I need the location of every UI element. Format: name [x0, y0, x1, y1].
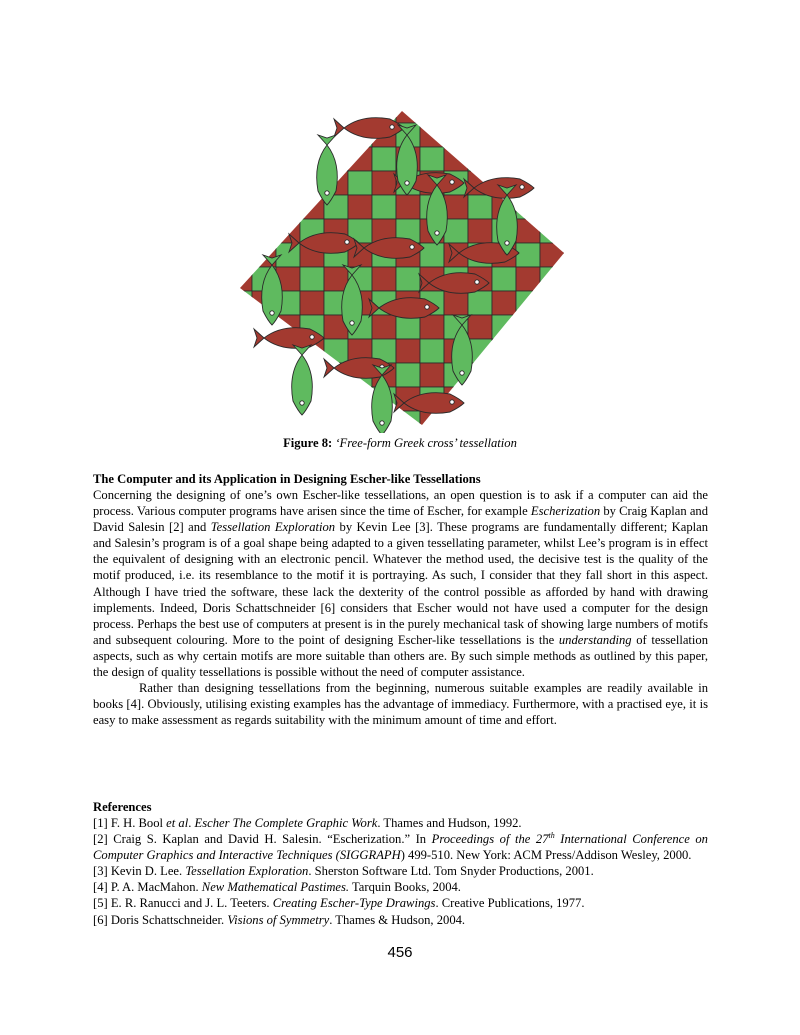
checker-cell	[420, 363, 444, 387]
checker-cell	[232, 339, 252, 363]
reference-4: [4] P. A. MacMahon. New Mathematical Pastimes. Tarquin Books, 2004.	[93, 880, 461, 895]
checker-cell	[396, 339, 420, 363]
checker-cell	[516, 267, 540, 291]
fish-eye	[475, 280, 479, 284]
checker-cell	[492, 291, 516, 315]
checker-cell	[276, 171, 300, 195]
tessellation-figure	[232, 103, 572, 433]
checker-cell	[252, 147, 276, 171]
checker-cell	[540, 291, 564, 315]
checker-cell	[492, 267, 516, 291]
checker-cell	[276, 411, 300, 433]
checker-cell	[252, 363, 276, 387]
checker-cell	[540, 267, 564, 291]
checker-cell	[232, 243, 252, 267]
checker-cell	[276, 195, 300, 219]
checker-cell	[564, 363, 572, 387]
checker-cell	[324, 267, 348, 291]
fish-eye	[450, 180, 454, 184]
checker-cell	[540, 387, 564, 411]
checker-cell	[444, 411, 468, 433]
checker-cell	[444, 123, 468, 147]
checker-cell	[516, 103, 540, 123]
checker-cell	[396, 103, 420, 123]
reference-5: [5] E. R. Ranucci and J. L. Teeters. Creating Escher-Type Drawings. Creative Publications, 1977.	[93, 896, 585, 911]
checker-cell	[232, 123, 252, 147]
checker-cell	[516, 387, 540, 411]
checker-cell	[252, 387, 276, 411]
checker-cell	[564, 291, 572, 315]
checker-cell	[468, 315, 492, 339]
fish-motif	[254, 328, 324, 349]
fish-eye	[380, 421, 384, 425]
checker-cell	[372, 315, 396, 339]
checker-cell	[324, 387, 348, 411]
fish-motif	[334, 118, 404, 139]
fish-eye	[460, 371, 464, 375]
checker-cell	[348, 387, 372, 411]
checker-cell	[444, 219, 468, 243]
checker-cell	[516, 411, 540, 433]
checker-cell	[420, 339, 444, 363]
reference-6: [6] Doris Schattschneider. Visions of Symmetry. Thames & Hudson, 2004.	[93, 912, 466, 927]
checker-cell	[276, 103, 300, 123]
checker-cell	[540, 123, 564, 147]
fish-motif	[317, 135, 338, 205]
checker-cell	[468, 387, 492, 411]
checker-cell	[252, 103, 276, 123]
checker-cell	[232, 315, 252, 339]
checker-cell	[564, 411, 572, 433]
checker-cell	[492, 147, 516, 171]
checker-cell	[324, 411, 348, 433]
fish-eye	[325, 191, 329, 195]
checker-cell	[324, 339, 348, 363]
fish-eye	[520, 185, 524, 189]
checker-cell	[516, 123, 540, 147]
checker-cell	[564, 123, 572, 147]
checker-cell	[276, 219, 300, 243]
checker-cell	[564, 315, 572, 339]
figure-caption-text: ‘Free-form Greek cross’ tessellation	[335, 436, 517, 450]
reference-1: [1] F. H. Bool et al. Escher The Complete Graphic Work. Thames and Hudson, 1992.	[93, 816, 522, 830]
checker-cell	[540, 195, 564, 219]
checker-cell	[300, 411, 324, 433]
fish-eye	[405, 181, 409, 185]
checker-cell	[516, 219, 540, 243]
checker-cell	[492, 411, 516, 433]
checker-cell	[300, 103, 324, 123]
checker-cell	[492, 339, 516, 363]
checker-cell	[232, 363, 252, 387]
checker-cell	[492, 315, 516, 339]
checker-cell	[300, 291, 324, 315]
checker-cell	[540, 339, 564, 363]
checker-cell	[420, 411, 444, 433]
fish-eye	[390, 125, 394, 129]
checker-cell	[232, 387, 252, 411]
checker-cell	[252, 171, 276, 195]
checker-cell	[420, 243, 444, 267]
checker-cell	[516, 243, 540, 267]
checker-cell	[396, 267, 420, 291]
checker-cell	[252, 123, 276, 147]
checker-cell	[564, 171, 572, 195]
checker-cell	[492, 103, 516, 123]
checker-cell	[516, 291, 540, 315]
checker-cell	[516, 147, 540, 171]
checker-cell	[276, 123, 300, 147]
reference-2: [2] Craig S. Kaplan and David H. Salesin. “Escherization.” In Proceedings of the 27th International Conference on Computer Graphics and Interactive Techniques (SIGGRAPH) 499-510. New York: ACM Press/Addison Wesley, 2000.	[93, 830, 708, 863]
checker-cell	[232, 195, 252, 219]
checker-cell	[348, 195, 372, 219]
body-text	[93, 487, 708, 728]
checker-cell	[540, 147, 564, 171]
figure-caption	[0, 436, 800, 451]
checker-cell	[300, 123, 324, 147]
checker-cell	[232, 103, 252, 123]
checker-cell	[276, 147, 300, 171]
reference-3: [3] Kevin D. Lee. Tessellation Exploration. Sherston Software Ltd. Tom Snyder Productions, 2001.	[93, 864, 594, 879]
section-title: The Computer and its Application in Designing Escher-like Tessellations	[93, 472, 481, 486]
checker-cell	[540, 363, 564, 387]
checker-cell	[396, 411, 420, 433]
fish-eye	[270, 311, 274, 315]
checker-cell	[468, 219, 492, 243]
checker-cell	[372, 147, 396, 171]
checker-cell	[516, 339, 540, 363]
fish-motif	[292, 345, 313, 415]
checker-cell	[564, 195, 572, 219]
fish-eye	[345, 240, 349, 244]
checker-cell	[348, 147, 372, 171]
checker-cell	[252, 219, 276, 243]
checker-cell	[444, 291, 468, 315]
checker-cell	[492, 123, 516, 147]
fish-eye	[450, 400, 454, 404]
checker-cell	[372, 195, 396, 219]
fish-eye	[425, 305, 429, 309]
checker-cell	[232, 267, 252, 291]
checker-cell	[348, 171, 372, 195]
checker-cell	[516, 315, 540, 339]
checker-cell	[232, 411, 252, 433]
references-list	[93, 815, 708, 928]
checker-cell	[468, 147, 492, 171]
checker-cell	[444, 147, 468, 171]
checker-cell	[564, 147, 572, 171]
checker-cell	[372, 267, 396, 291]
fish-eye	[435, 231, 439, 235]
checker-cell	[468, 123, 492, 147]
checker-cell	[252, 195, 276, 219]
checker-cell	[420, 103, 444, 123]
checker-cell	[516, 363, 540, 387]
checker-cell	[540, 103, 564, 123]
fish-eye	[410, 245, 414, 249]
checker-cell	[324, 103, 348, 123]
fish-eye	[300, 401, 304, 405]
checker-cell	[396, 195, 420, 219]
checker-cell	[300, 195, 324, 219]
checker-cell	[540, 219, 564, 243]
fish-eye	[310, 335, 314, 339]
checker-cell	[468, 291, 492, 315]
checker-cell	[232, 147, 252, 171]
checker-cell	[348, 411, 372, 433]
checker-cell	[396, 363, 420, 387]
fish-eye	[350, 321, 354, 325]
page-number: 456	[387, 944, 413, 961]
figure-label: Figure 8:	[283, 436, 333, 450]
checker-cell	[232, 291, 252, 315]
checker-cell	[468, 195, 492, 219]
checker-cell	[300, 267, 324, 291]
checker-cell	[492, 387, 516, 411]
checker-cell	[444, 103, 468, 123]
checker-cell	[232, 219, 252, 243]
paragraph-2: Rather than designing tessellations from the beginning, numerous suitable examples are readily available in books [4]. Obviously, utilising existing examples has the advantage of immediacy. Furthermore, with a practised eye, it is easy to make assessment as regards suitability with the minimum amount of time and effort.	[93, 681, 708, 728]
checker-cell	[564, 103, 572, 123]
checker-cell	[540, 411, 564, 433]
checker-cell	[564, 267, 572, 291]
checker-cell	[564, 243, 572, 267]
checker-cell	[492, 363, 516, 387]
checker-cell	[540, 171, 564, 195]
references-title: References	[93, 800, 152, 814]
checker-cell	[232, 171, 252, 195]
paragraph-1: Concerning the designing of one’s own Escher-like tessellations, an open question is to ask if a computer can aid the process. Various computer programs have arisen since the time of Escher, for example Escherization by Craig Kaplan and David Salesin [2] and Tessellation Exploration by Kevin Lee [3]. These programs are fundamentally different; Kaplan and Salesin’s program is of a goal shape being adapted to a given tessellating parameter, whilst Lee’s program is in effect the equivalent of designing with an electronic pencil. Whatever the method used, the decisive test is the quality of the motif produced, i.e. its resemblance to the motif it is portraying. As such, I consider that they fall short in this aspect. Although I have tried the software, these lack the dexterity of the control possible as afforded by hand with drawing implements. Indeed, Doris Schattschneider [6] considers that Escher would not have used a computer for the design process. Perhaps the best use of computers at present is in the purely mechanical task of showing large numbers of motifs and subsequent colouring. More to the point of designing Escher-like tessellations is the understanding of tessellation aspects, such as why certain motifs are more suitable than others are. By such simple methods as outlined by this paper, the design of quality tessellations is possible without the need of computer assistance.	[93, 488, 709, 680]
checker-cell	[372, 171, 396, 195]
checker-cell	[516, 195, 540, 219]
checker-cell	[252, 411, 276, 433]
checker-cell	[564, 339, 572, 363]
checker-cell	[468, 411, 492, 433]
checker-cell	[420, 147, 444, 171]
checker-cell	[420, 315, 444, 339]
checker-cell	[420, 123, 444, 147]
fish-eye	[505, 241, 509, 245]
checker-cell	[564, 219, 572, 243]
checker-cell	[564, 387, 572, 411]
checker-cell	[468, 103, 492, 123]
checker-cell	[540, 243, 564, 267]
checker-cell	[540, 315, 564, 339]
